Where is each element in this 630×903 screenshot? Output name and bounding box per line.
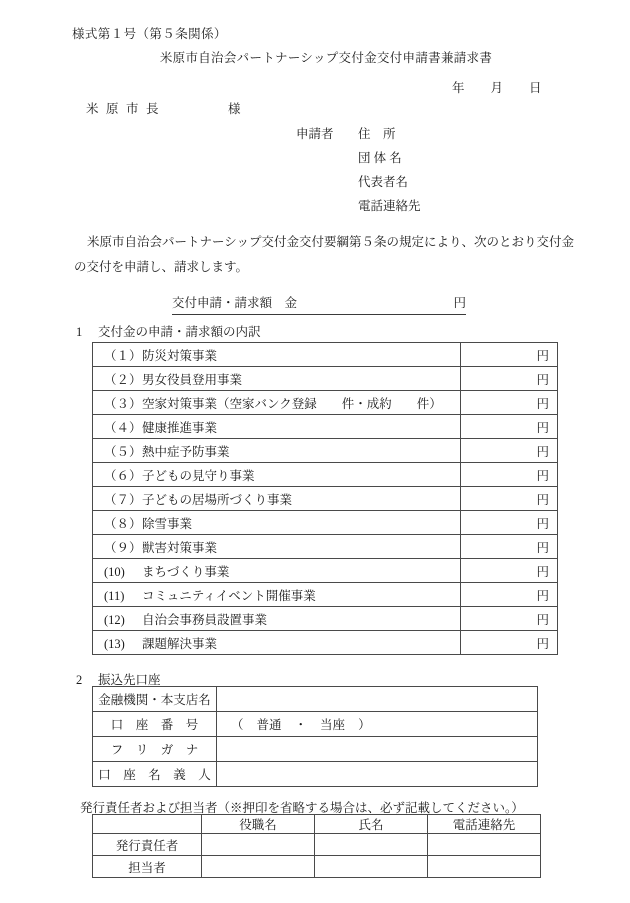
table-header-row <box>93 815 541 834</box>
applicant-row-representative <box>296 170 421 194</box>
breakdown-amount-cell[interactable] <box>461 391 558 415</box>
breakdown-label: 子どもの見守り事業 <box>142 468 255 483</box>
breakdown-amount-unit: 円 <box>536 348 549 363</box>
bank-value-account-holder[interactable] <box>217 762 538 787</box>
breakdown-amount-unit: 円 <box>536 396 549 411</box>
table-row <box>93 834 541 856</box>
account-type-separator: ・ <box>294 718 308 732</box>
section1-heading <box>76 322 261 340</box>
breakdown-name-cell <box>93 367 461 391</box>
breakdown-amount-cell[interactable] <box>461 487 558 511</box>
breakdown-index: （４） <box>104 420 142 435</box>
bank-label-account-number: 口 座 番 号 <box>93 712 217 737</box>
breakdown-label: 空家対策事業（空家バンク登録 件・成約 件） <box>142 396 442 411</box>
breakdown-label: 男女役員登用事業 <box>142 372 243 387</box>
breakdown-label: まちづくり事業 <box>142 564 230 579</box>
table-row <box>93 856 541 878</box>
applicant-field-phone: 電話連絡先 <box>358 199 421 213</box>
staff-cell-contact-name[interactable] <box>315 856 428 878</box>
breakdown-amount-unit: 円 <box>536 516 549 531</box>
breakdown-amount-unit: 円 <box>536 492 549 507</box>
breakdown-name-cell <box>93 607 461 631</box>
breakdown-index: （７） <box>104 492 142 507</box>
account-type-open-paren: （ <box>231 718 244 732</box>
body-paragraph: 米原市自治会パートナーシップ交付金交付要綱第５条の規定により、次のとおり交付金の交付を申請し、請求します。 <box>74 235 575 274</box>
table-row <box>93 631 558 655</box>
bank-label-account-holder: 口 座 名 義 人 <box>93 762 217 787</box>
breakdown-label: 健康推進事業 <box>142 420 218 435</box>
bank-value-institution[interactable] <box>217 687 538 712</box>
breakdown-name-cell <box>93 439 461 463</box>
applicant-row-phone <box>296 194 421 218</box>
breakdown-name-cell <box>93 343 461 367</box>
breakdown-label: 除雪事業 <box>142 516 193 531</box>
breakdown-index: （５） <box>104 444 142 459</box>
addressee <box>86 99 241 117</box>
breakdown-amount-cell[interactable] <box>461 607 558 631</box>
staff-col-blank <box>93 815 202 834</box>
breakdown-label: 子どもの居場所づくり事業 <box>142 492 293 507</box>
staff-cell-publisher-name[interactable] <box>315 834 428 856</box>
breakdown-index: (13) <box>104 636 125 651</box>
account-type-current[interactable]: 当座 <box>320 718 346 732</box>
responsible-person-table-body <box>93 834 541 878</box>
breakdown-table <box>92 342 558 655</box>
staff-col-phone: 電話連絡先 <box>428 815 541 834</box>
page-title: 米原市自治会パートナーシップ交付金交付申請書兼請求書 <box>159 51 493 65</box>
breakdown-label: 防災対策事業 <box>142 348 218 363</box>
staff-col-position: 役職名 <box>202 815 315 834</box>
breakdown-amount-unit: 円 <box>536 612 549 627</box>
breakdown-index: （８） <box>104 516 142 531</box>
requested-amount-line <box>172 293 466 315</box>
table-row <box>93 343 558 367</box>
requested-amount-unit: 円 <box>453 296 466 310</box>
table-row <box>93 607 558 631</box>
applicant-field-address: 住 所 <box>358 127 396 141</box>
responsible-person-table-head <box>93 815 541 834</box>
breakdown-amount-cell[interactable] <box>461 583 558 607</box>
applicant-row-address <box>296 122 421 146</box>
breakdown-label: 課題解決事業 <box>142 636 218 651</box>
breakdown-amount-cell[interactable] <box>461 415 558 439</box>
breakdown-label: 熱中症予防事業 <box>142 444 230 459</box>
breakdown-amount-unit: 円 <box>536 372 549 387</box>
breakdown-name-cell <box>93 583 461 607</box>
bank-account-table <box>92 686 538 787</box>
bank-value-account-number[interactable] <box>217 712 538 737</box>
breakdown-name-cell <box>93 631 461 655</box>
staff-row-label-contact: 担当者 <box>93 856 202 878</box>
breakdown-index: （１） <box>104 348 142 363</box>
table-row <box>93 535 558 559</box>
breakdown-amount-cell[interactable] <box>461 511 558 535</box>
breakdown-index: （６） <box>104 468 142 483</box>
breakdown-amount-cell[interactable] <box>461 535 558 559</box>
breakdown-amount-unit: 円 <box>536 444 549 459</box>
breakdown-name-cell <box>93 511 461 535</box>
table-row <box>93 415 558 439</box>
table-row <box>93 737 538 762</box>
breakdown-amount-unit: 円 <box>536 420 549 435</box>
applicant-field-organization: 団 体 名 <box>358 151 402 165</box>
breakdown-label: コミュニティイベント開催事業 <box>142 588 316 603</box>
applicant-block <box>296 122 421 218</box>
breakdown-amount-cell[interactable] <box>461 367 558 391</box>
breakdown-amount-unit: 円 <box>536 540 549 555</box>
date-year-label: 年 <box>452 81 465 95</box>
breakdown-label: 自治会事務員設置事業 <box>142 612 268 627</box>
date-month-label: 月 <box>490 81 504 95</box>
breakdown-index: (10) <box>104 564 125 579</box>
section2-heading-text: 振込先口座 <box>98 673 161 687</box>
table-row <box>93 511 558 535</box>
breakdown-amount-cell[interactable] <box>461 631 558 655</box>
form-number: 様式第１号（第５条関係） <box>72 27 227 41</box>
table-row <box>93 367 558 391</box>
table-row <box>93 487 558 511</box>
bank-label-institution: 金融機関・本支店名 <box>93 687 217 712</box>
table-row <box>93 762 538 787</box>
breakdown-name-cell <box>93 415 461 439</box>
table-row <box>93 559 558 583</box>
staff-cell-publisher-position[interactable] <box>202 834 315 856</box>
breakdown-index: （９） <box>104 540 142 555</box>
breakdown-name-cell <box>93 463 461 487</box>
date-line <box>452 78 542 96</box>
bank-account-table-body <box>93 687 538 787</box>
breakdown-amount-cell[interactable] <box>461 343 558 367</box>
account-type-close-paren: ） <box>358 718 371 732</box>
addressee-name: 米原市長 <box>86 102 167 116</box>
section3-heading: 発行責任者および担当者（※押印を省略する場合は、必ず記載してください。） <box>80 801 524 815</box>
table-row <box>93 687 538 712</box>
applicant-field-representative: 代表者名 <box>358 175 409 189</box>
section2-number: 2 <box>76 673 83 687</box>
applicant-lead-label: 申請者 <box>296 127 334 141</box>
section1-heading-text: 交付金の申請・請求額の内訳 <box>98 325 261 339</box>
staff-cell-contact-phone[interactable] <box>428 856 541 878</box>
responsible-person-table <box>92 814 541 878</box>
applicant-row-organization <box>296 146 421 170</box>
requested-amount-label: 交付申請・請求額 金 <box>172 296 298 310</box>
breakdown-name-cell <box>93 559 461 583</box>
account-type-ordinary[interactable]: 普通 <box>256 718 282 732</box>
breakdown-amount-cell[interactable] <box>461 439 558 463</box>
bank-value-furigana[interactable] <box>217 737 538 762</box>
staff-row-label-publisher: 発行責任者 <box>93 834 202 856</box>
table-row <box>93 439 558 463</box>
breakdown-index: (12) <box>104 612 125 627</box>
breakdown-name-cell <box>93 487 461 511</box>
table-row <box>93 712 538 737</box>
staff-col-name: 氏名 <box>315 815 428 834</box>
staff-cell-contact-position[interactable] <box>202 856 315 878</box>
table-row <box>93 583 558 607</box>
table-row <box>93 391 558 415</box>
bank-label-furigana: フ リ ガ ナ <box>93 737 217 762</box>
breakdown-name-cell <box>93 391 461 415</box>
breakdown-name-cell <box>93 535 461 559</box>
table-row <box>93 463 558 487</box>
date-day-label: 日 <box>529 81 542 95</box>
breakdown-label: 獣害対策事業 <box>142 540 218 555</box>
breakdown-amount-cell[interactable] <box>461 559 558 583</box>
breakdown-amount-unit: 円 <box>536 468 549 483</box>
addressee-honorific: 様 <box>228 102 241 116</box>
breakdown-amount-unit: 円 <box>536 588 549 603</box>
breakdown-index: (11) <box>104 588 125 603</box>
section1-number: 1 <box>76 325 83 339</box>
breakdown-table-body <box>93 343 558 655</box>
breakdown-amount-unit: 円 <box>536 564 549 579</box>
breakdown-index: （２） <box>104 372 142 387</box>
breakdown-amount-unit: 円 <box>536 636 549 651</box>
breakdown-amount-cell[interactable] <box>461 463 558 487</box>
staff-cell-publisher-phone[interactable] <box>428 834 541 856</box>
breakdown-index: （３） <box>104 396 142 411</box>
